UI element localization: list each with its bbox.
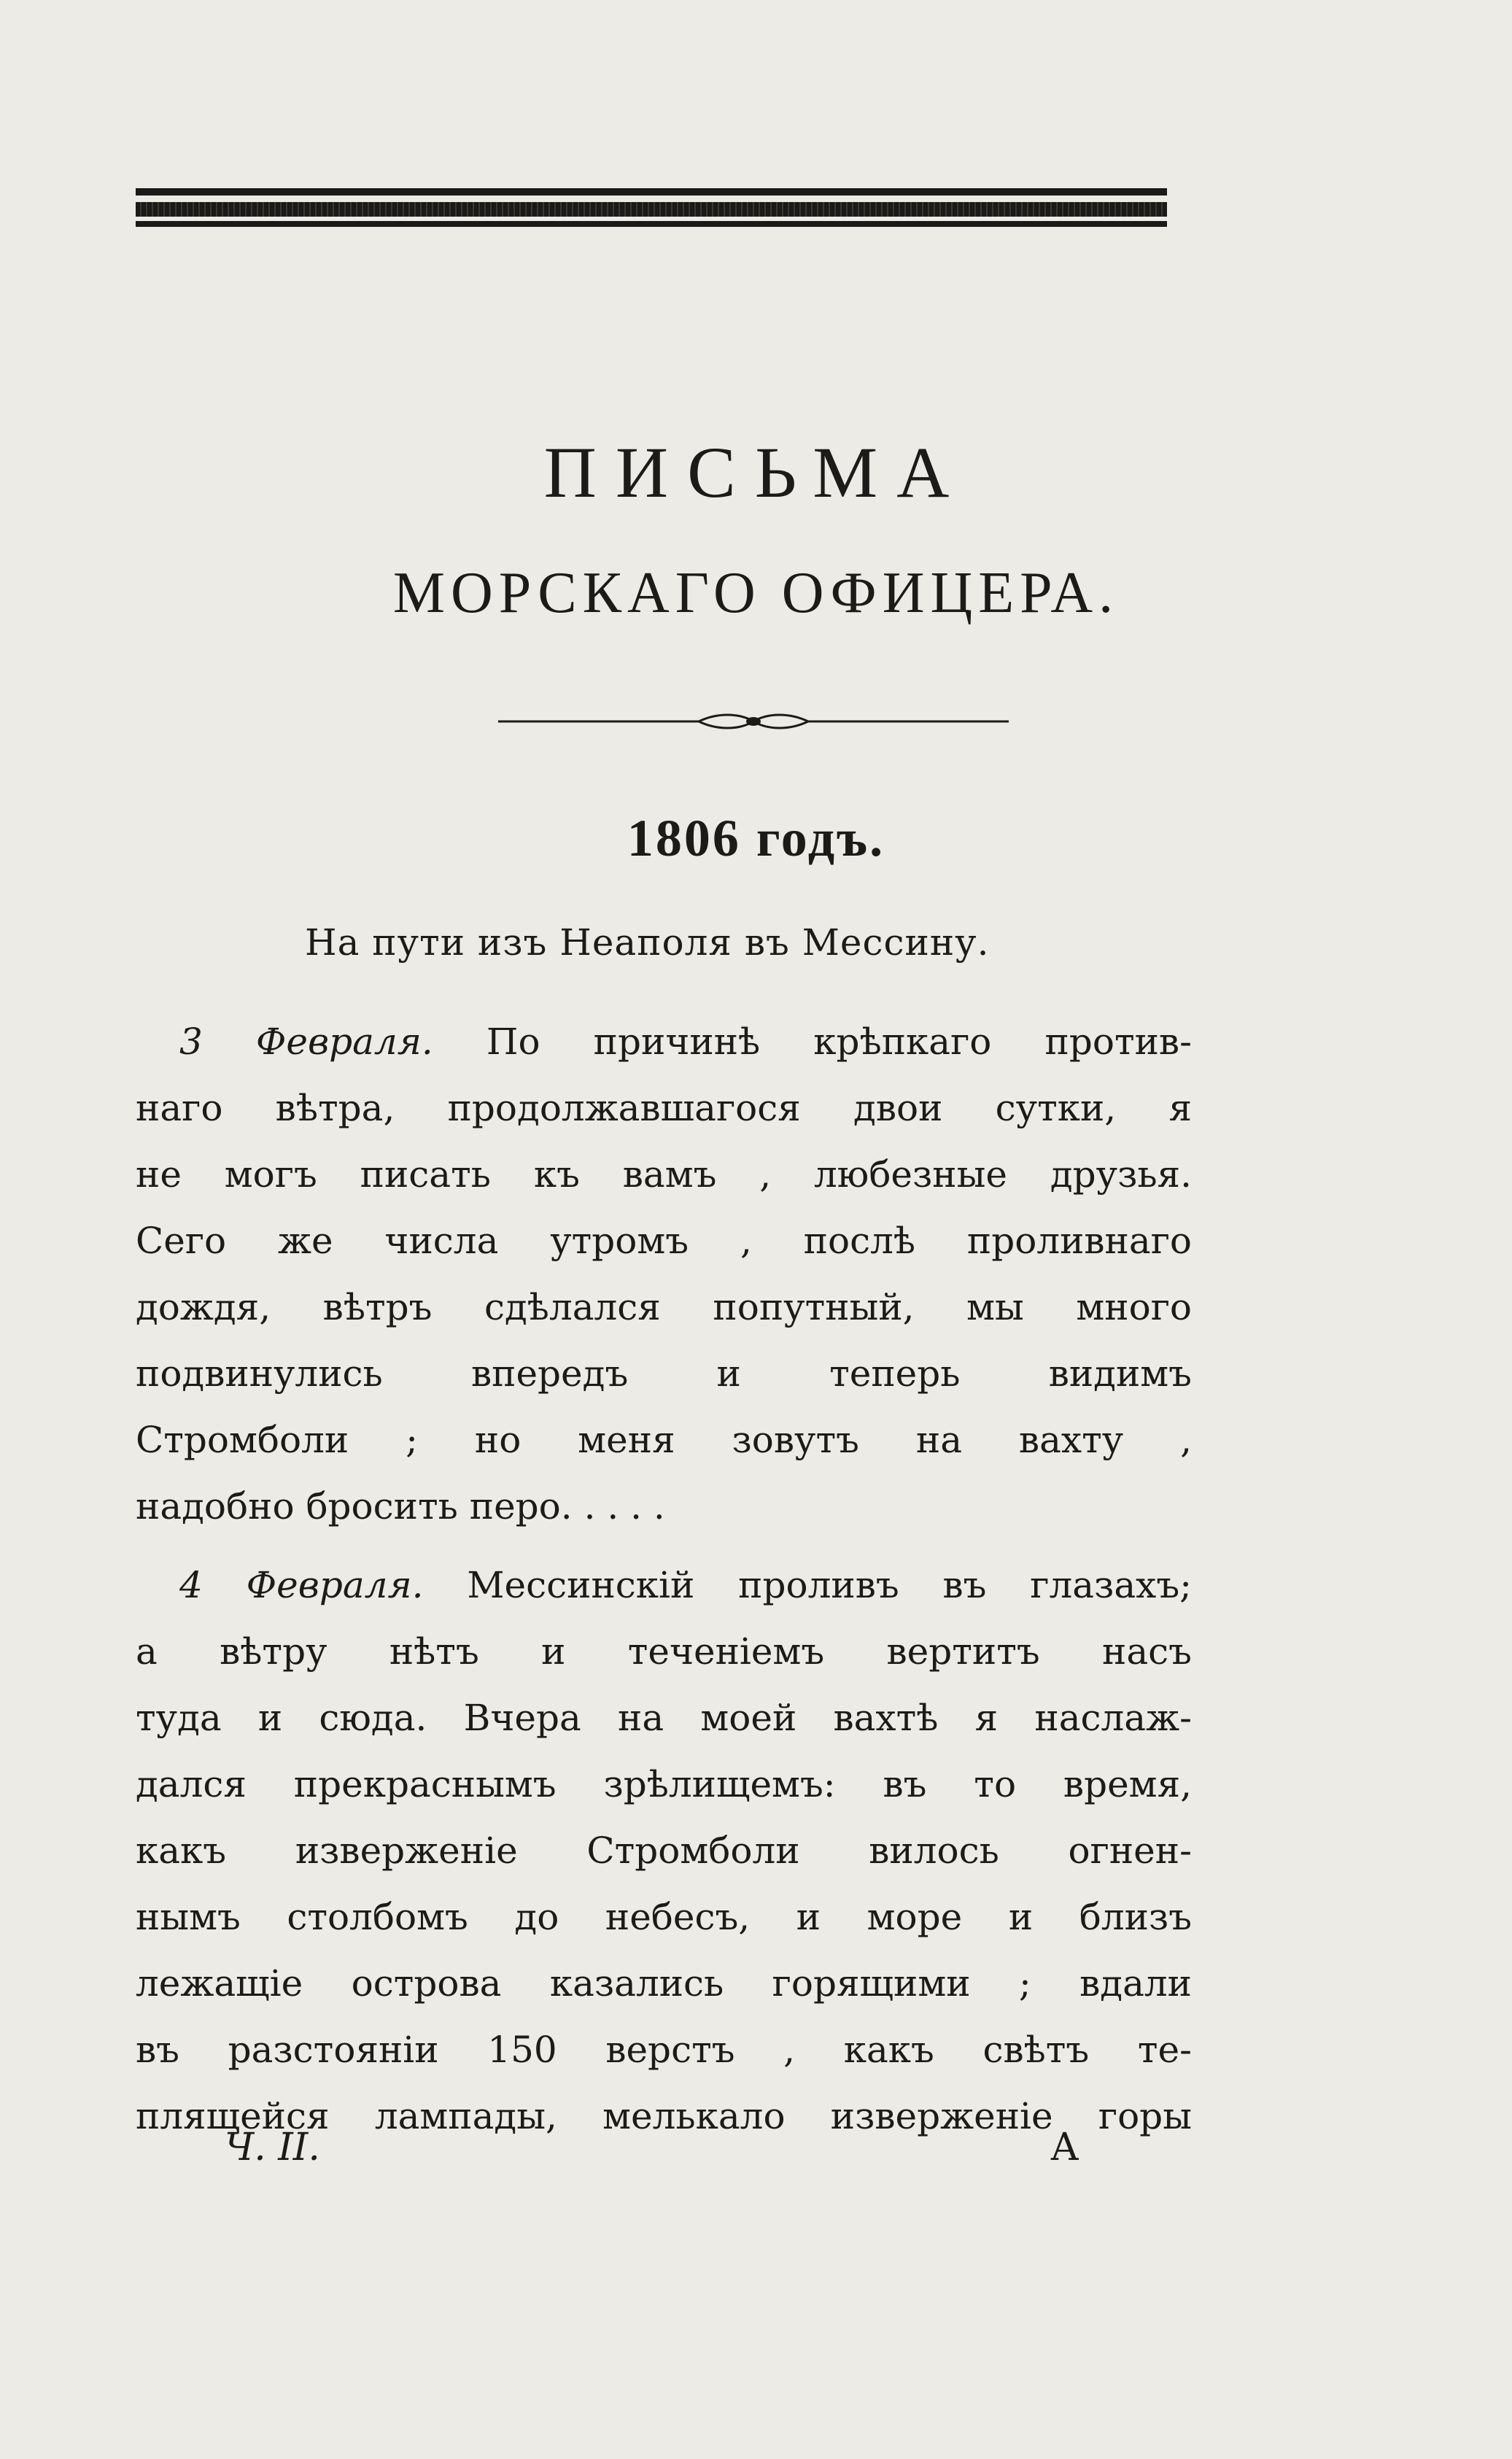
text-line: Сего же числа утромъ , послѣ проливнаго — [136, 1220, 1192, 1262]
text-line: въ разстояніи 150 верстъ , какъ свѣтъ те- — [136, 2029, 1192, 2071]
top-ornament-rule — [136, 188, 1167, 195]
text-line: какъ изверженіе Стромболи вилось огнен- — [136, 1829, 1192, 1872]
volume-signature: Ч. II. — [225, 2126, 320, 2169]
text-line: туда и сюда. Вчера на моей вахтѣ я наслаж- — [136, 1697, 1192, 1739]
text-line: подвинулись впередъ и теперь видимъ — [136, 1352, 1192, 1395]
route-heading: На пути изъ Неаполя въ Мессину. — [305, 921, 990, 964]
entry-date: 3 Февраля. — [179, 1021, 433, 1063]
text-line: наго вѣтра, продолжавшагося двои сутки, я — [136, 1087, 1192, 1129]
top-ornament-band — [136, 202, 1167, 217]
text-line: 3 Февраля. По причинѣ крѣпкаго против- — [179, 1021, 1192, 1063]
entry-date: 4 Февраля. — [179, 1564, 424, 1606]
text-line: плящейся лампады, мелькало изверженіе горы — [136, 2095, 1192, 2137]
page-title: ПИСЬМА — [543, 432, 969, 513]
text-line: дождя, вѣтръ сдѣлался попутный, мы много — [136, 1286, 1192, 1328]
top-ornament-rule-lower — [136, 221, 1167, 227]
page-subtitle: МОРСКАГО ОФИЦЕРА. — [392, 561, 1120, 625]
entry-february-3 — [136, 1009, 1192, 1540]
text-line: а вѣтру нѣтъ и теченіемъ вертитъ насъ — [136, 1630, 1192, 1673]
entry-february-4 — [136, 1552, 1192, 2150]
text-line: надобно бросить перо. . . . . — [136, 1485, 665, 1527]
text-line: Стромболи ; но меня зовутъ на вахту , — [136, 1419, 1192, 1461]
year-heading: 1806 годъ. — [627, 809, 885, 867]
text-line: 4 Февраля. Мессинскій проливъ въ глазахъ; — [179, 1564, 1192, 1606]
text-line: не могъ писать къ вамъ , любезные друзья. — [136, 1153, 1192, 1196]
text-line: лежащіе острова казались горящими ; вдали — [136, 1962, 1192, 2005]
gathering-signature: А — [1050, 2126, 1079, 2169]
decorative-divider — [498, 711, 1009, 732]
text-line: нымъ столбомъ до небесъ, и море и близъ — [136, 1896, 1192, 1938]
text-line: дался прекраснымъ зрѣлищемъ: въ то время, — [136, 1763, 1192, 1805]
